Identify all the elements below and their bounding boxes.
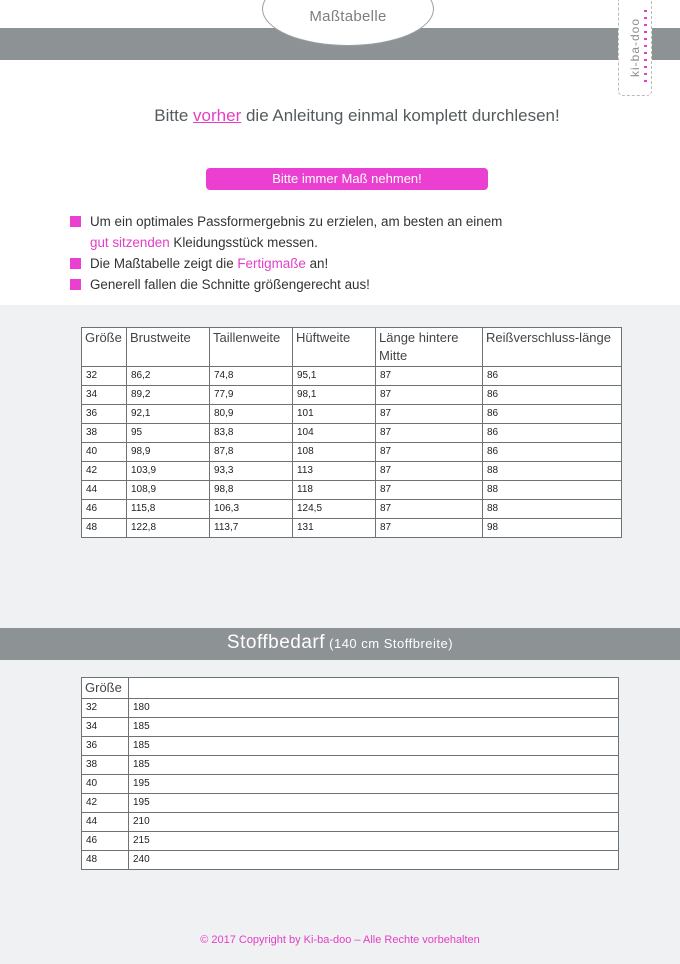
- table-row: [82, 699, 619, 718]
- table-cell: 86: [483, 424, 622, 443]
- table-cell: 180: [129, 699, 619, 718]
- col-header-size: Größe: [82, 328, 127, 367]
- table-header-row: [82, 328, 622, 367]
- table-cell: 86: [483, 367, 622, 386]
- col-header-size: Größe: [82, 678, 129, 699]
- table-row: [82, 500, 622, 519]
- table-row: [82, 386, 622, 405]
- table-cell: 95,1: [293, 367, 376, 386]
- table-cell: 215: [129, 832, 619, 851]
- table-cell: 124,5: [293, 500, 376, 519]
- table-cell: 87: [376, 519, 483, 538]
- table-cell: 86: [483, 405, 622, 424]
- table-cell: 44: [82, 481, 127, 500]
- bullet-square-icon: [70, 216, 81, 227]
- table-cell: 87: [376, 386, 483, 405]
- table-cell: 108,9: [127, 481, 210, 500]
- table-row: [82, 718, 619, 737]
- table-cell: 38: [82, 756, 129, 775]
- table-header-row: [82, 678, 619, 699]
- page-title: Maßtabelle: [309, 8, 387, 25]
- bullet-1-pink: gut sitzenden: [90, 235, 170, 250]
- bullet-2-before: Die Maßtabelle zeigt die: [90, 256, 238, 271]
- table-row: [82, 424, 622, 443]
- table-cell: 86: [483, 386, 622, 405]
- table-cell: 115,8: [127, 500, 210, 519]
- logo-dots: [644, 10, 647, 82]
- table-cell: 113: [293, 462, 376, 481]
- table-cell: 80,9: [210, 405, 293, 424]
- bullet-item: [70, 253, 630, 274]
- fabric-title-sub: (140 cm Stoffbreite): [325, 636, 454, 651]
- table-cell: 87: [376, 481, 483, 500]
- bullet-square-icon: [70, 258, 81, 269]
- table-row: [82, 832, 619, 851]
- copyright-footer: © 2017 Copyright by Ki-ba-doo – Alle Rechte vorbehalten: [200, 934, 480, 946]
- table-cell: 34: [82, 386, 127, 405]
- table-cell: 95: [127, 424, 210, 443]
- table-cell: 32: [82, 699, 129, 718]
- table-cell: 106,3: [210, 500, 293, 519]
- table-cell: 240: [129, 851, 619, 870]
- col-header-waist: Taillenweite: [210, 328, 293, 367]
- table-cell: 44: [82, 813, 129, 832]
- table-cell: 40: [82, 775, 129, 794]
- table-cell: 92,1: [127, 405, 210, 424]
- table-row: [82, 519, 622, 538]
- table-row: [82, 775, 619, 794]
- table-cell: 195: [129, 794, 619, 813]
- table-cell: 48: [82, 851, 129, 870]
- table-row: [82, 462, 622, 481]
- table-row: [82, 813, 619, 832]
- bullet-2-pink: Fertigmaße: [237, 256, 306, 271]
- table-cell: 108: [293, 443, 376, 462]
- table-cell: 83,8: [210, 424, 293, 443]
- size-chart-table: [81, 327, 622, 538]
- table-cell: 98,8: [210, 481, 293, 500]
- table-cell: 101: [293, 405, 376, 424]
- bullet-item: [70, 274, 630, 295]
- table-cell: 87: [376, 367, 483, 386]
- table-cell: 34: [82, 718, 129, 737]
- intro-highlight: vorher: [193, 106, 242, 125]
- table-cell: 74,8: [210, 367, 293, 386]
- table-cell: 42: [82, 794, 129, 813]
- table-row: [82, 851, 619, 870]
- table-cell: 87: [376, 462, 483, 481]
- table-cell: 185: [129, 756, 619, 775]
- table-cell: 89,2: [127, 386, 210, 405]
- table-row: [82, 737, 619, 756]
- table-row: [82, 443, 622, 462]
- table-cell: 36: [82, 405, 127, 424]
- table-cell: 36: [82, 737, 129, 756]
- table-cell: 98,1: [293, 386, 376, 405]
- table-cell: 98: [483, 519, 622, 538]
- table-cell: 210: [129, 813, 619, 832]
- bullet-1-line1: Um ein optimales Passformergebnis zu erzielen, am besten an einem: [90, 214, 503, 229]
- table-cell: 118: [293, 481, 376, 500]
- table-cell: 38: [82, 424, 127, 443]
- table-cell: 40: [82, 443, 127, 462]
- table-cell: 42: [82, 462, 127, 481]
- table-row: [82, 405, 622, 424]
- table-cell: 86,2: [127, 367, 210, 386]
- table-cell: 185: [129, 737, 619, 756]
- bullet-2-after: an!: [305, 256, 329, 271]
- col-header-fabric: [129, 678, 619, 699]
- measure-banner: Bitte immer Maß nehmen!: [206, 168, 488, 190]
- table-cell: 131: [293, 519, 376, 538]
- col-header-hip: Hüftweite: [293, 328, 376, 367]
- table-cell: 113,7: [210, 519, 293, 538]
- table-cell: 87: [376, 424, 483, 443]
- table-cell: 93,3: [210, 462, 293, 481]
- col-header-zipper-length: Reißverschluss-länge: [483, 328, 622, 367]
- intro-text: [0, 106, 680, 126]
- table-cell: 46: [82, 500, 127, 519]
- table-cell: 86: [483, 443, 622, 462]
- table-cell: 103,9: [127, 462, 210, 481]
- intro-after: die Anleitung einmal komplett durchlesen!: [241, 106, 560, 125]
- table-cell: 104: [293, 424, 376, 443]
- fabric-table: [81, 677, 619, 870]
- bullet-square-icon: [70, 279, 81, 290]
- table-cell: 87,8: [210, 443, 293, 462]
- brand-logo: ki-ba-doo: [628, 17, 642, 77]
- table-cell: 122,8: [127, 519, 210, 538]
- bullet-item: [70, 211, 630, 253]
- table-row: [82, 794, 619, 813]
- bullet-1-rest: Kleidungsstück messen.: [169, 235, 318, 250]
- table-cell: 88: [483, 500, 622, 519]
- col-header-chest: Brustweite: [127, 328, 210, 367]
- bullet-3: Generell fallen die Schnitte größengerecht aus!: [90, 277, 370, 292]
- col-header-back-length: Länge hintere Mitte: [376, 328, 483, 367]
- fabric-title: [0, 632, 680, 654]
- table-cell: 88: [483, 462, 622, 481]
- table-row: [82, 367, 622, 386]
- table-cell: 46: [82, 832, 129, 851]
- table-cell: 88: [483, 481, 622, 500]
- table-row: [82, 481, 622, 500]
- table-cell: 98,9: [127, 443, 210, 462]
- intro-before: Bitte: [154, 106, 194, 125]
- fabric-title-main: Stoffbedarf: [226, 632, 326, 653]
- bullet-list: [70, 211, 630, 295]
- table-cell: 48: [82, 519, 127, 538]
- table-cell: 87: [376, 405, 483, 424]
- table-cell: 77,9: [210, 386, 293, 405]
- table-row: [82, 756, 619, 775]
- table-cell: 195: [129, 775, 619, 794]
- table-cell: 32: [82, 367, 127, 386]
- table-cell: 185: [129, 718, 619, 737]
- table-cell: 87: [376, 500, 483, 519]
- table-cell: 87: [376, 443, 483, 462]
